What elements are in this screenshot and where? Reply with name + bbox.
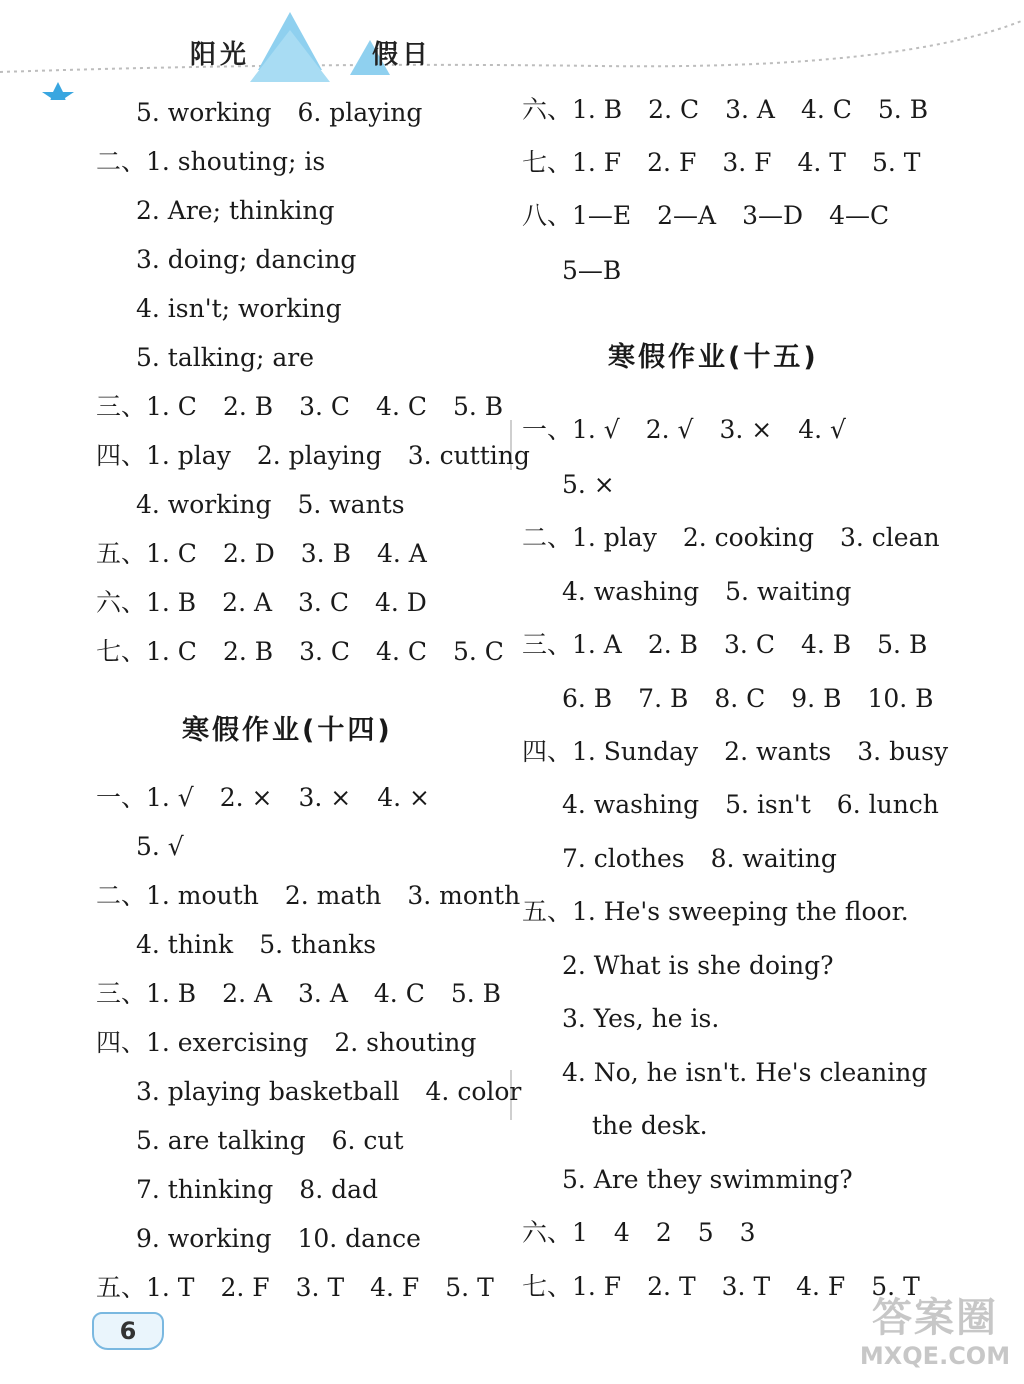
answer-line: 3. Yes, he is.: [562, 1004, 720, 1033]
answer-line: 5—B: [562, 256, 622, 285]
header-decoration: [0, 0, 1024, 100]
answer-line: 2. What is she doing?: [562, 951, 834, 980]
answer-line: 一、1. √ 2. √ 3. × 4. √: [522, 415, 846, 444]
answer-line: 五、1. T 2. F 3. T 4. F 5. T: [96, 1273, 494, 1302]
brand-right: 假日: [372, 40, 433, 70]
answer-line: 三、1. C 2. B 3. C 4. C 5. B: [96, 392, 504, 421]
answer-line: 一、1. √ 2. × 3. × 4. ×: [96, 783, 430, 812]
answer-line: 二、1. play 2. cooking 3. clean: [522, 523, 940, 552]
answer-line: 7. thinking 8. dad: [136, 1175, 379, 1204]
page-number: 6: [92, 1312, 164, 1350]
section-title: 寒假作业(十四): [182, 715, 393, 746]
watermark: [850, 1295, 1020, 1380]
answer-line: 二、1. shouting; is: [96, 147, 326, 176]
answer-line: 9. working 10. dance: [136, 1224, 421, 1253]
answer-line: 5. are talking 6. cut: [136, 1126, 404, 1155]
answer-line: 六、1. B 2. A 3. C 4. D: [96, 588, 427, 617]
answer-line: 5. √: [136, 832, 184, 861]
brand-left: 阳光: [190, 40, 251, 70]
tree-icon: [250, 30, 330, 82]
answer-line: 4. think 5. thanks: [136, 930, 377, 959]
answer-line: 4. washing 5. isn't 6. lunch: [562, 790, 939, 819]
answer-line: 四、1. Sunday 2. wants 3. busy: [522, 737, 949, 766]
answer-line: 4. No, he isn't. He's cleaning: [562, 1058, 928, 1087]
answer-line: 六、1 4 2 5 3: [522, 1218, 756, 1247]
answer-line: 七、1. F 2. T 3. T 4. F 5. T: [522, 1272, 920, 1301]
answer-line: 4. washing 5. waiting: [562, 577, 852, 606]
watermark-logo: 答案圈: [872, 1295, 998, 1341]
answer-line: 3. playing basketball 4. color: [136, 1077, 522, 1106]
answer-line: 五、1. C 2. D 3. B 4. A: [96, 539, 427, 568]
watermark-url: MXQE.COM: [859, 1342, 1011, 1370]
section-title: 寒假作业(十五): [608, 342, 819, 373]
answer-line: 七、1. F 2. F 3. F 4. T 5. T: [522, 148, 921, 177]
answer-line: 三、1. B 2. A 3. A 4. C 5. B: [96, 979, 501, 1008]
answer-line: 四、1. exercising 2. shouting: [96, 1028, 477, 1057]
answer-line: the desk.: [592, 1111, 708, 1140]
answer-line: 5. ×: [562, 470, 615, 499]
answer-line: 五、1. He's sweeping the floor.: [522, 897, 909, 926]
answer-line: 四、1. play 2. playing 3. cutting: [96, 441, 530, 470]
answer-line: 六、1. B 2. C 3. A 4. C 5. B: [522, 95, 929, 124]
answer-line: 4. working 5. wants: [136, 490, 405, 519]
answer-line: 7. clothes 8. waiting: [562, 844, 837, 873]
answer-line: 二、1. mouth 2. math 3. month: [96, 881, 521, 910]
answer-line: 2. Are; thinking: [136, 196, 335, 225]
answer-line: 七、1. C 2. B 3. C 4. C 5. C: [96, 637, 504, 666]
page-header: [0, 0, 1024, 100]
answer-line: 6. B 7. B 8. C 9. B 10. B: [562, 684, 934, 713]
answer-line: 4. isn't; working: [136, 294, 342, 323]
answer-line: 5. talking; are: [136, 343, 315, 372]
answer-line: 八、1—E 2—A 3—D 4—C: [522, 201, 890, 230]
star-icon: [42, 82, 74, 100]
answer-line: 3. doing; dancing: [136, 245, 357, 274]
answer-line: 三、1. A 2. B 3. C 4. B 5. B: [522, 630, 928, 659]
answer-line: 5. Are they swimming?: [562, 1165, 853, 1194]
answer-line: 5. working 6. playing: [136, 98, 423, 127]
